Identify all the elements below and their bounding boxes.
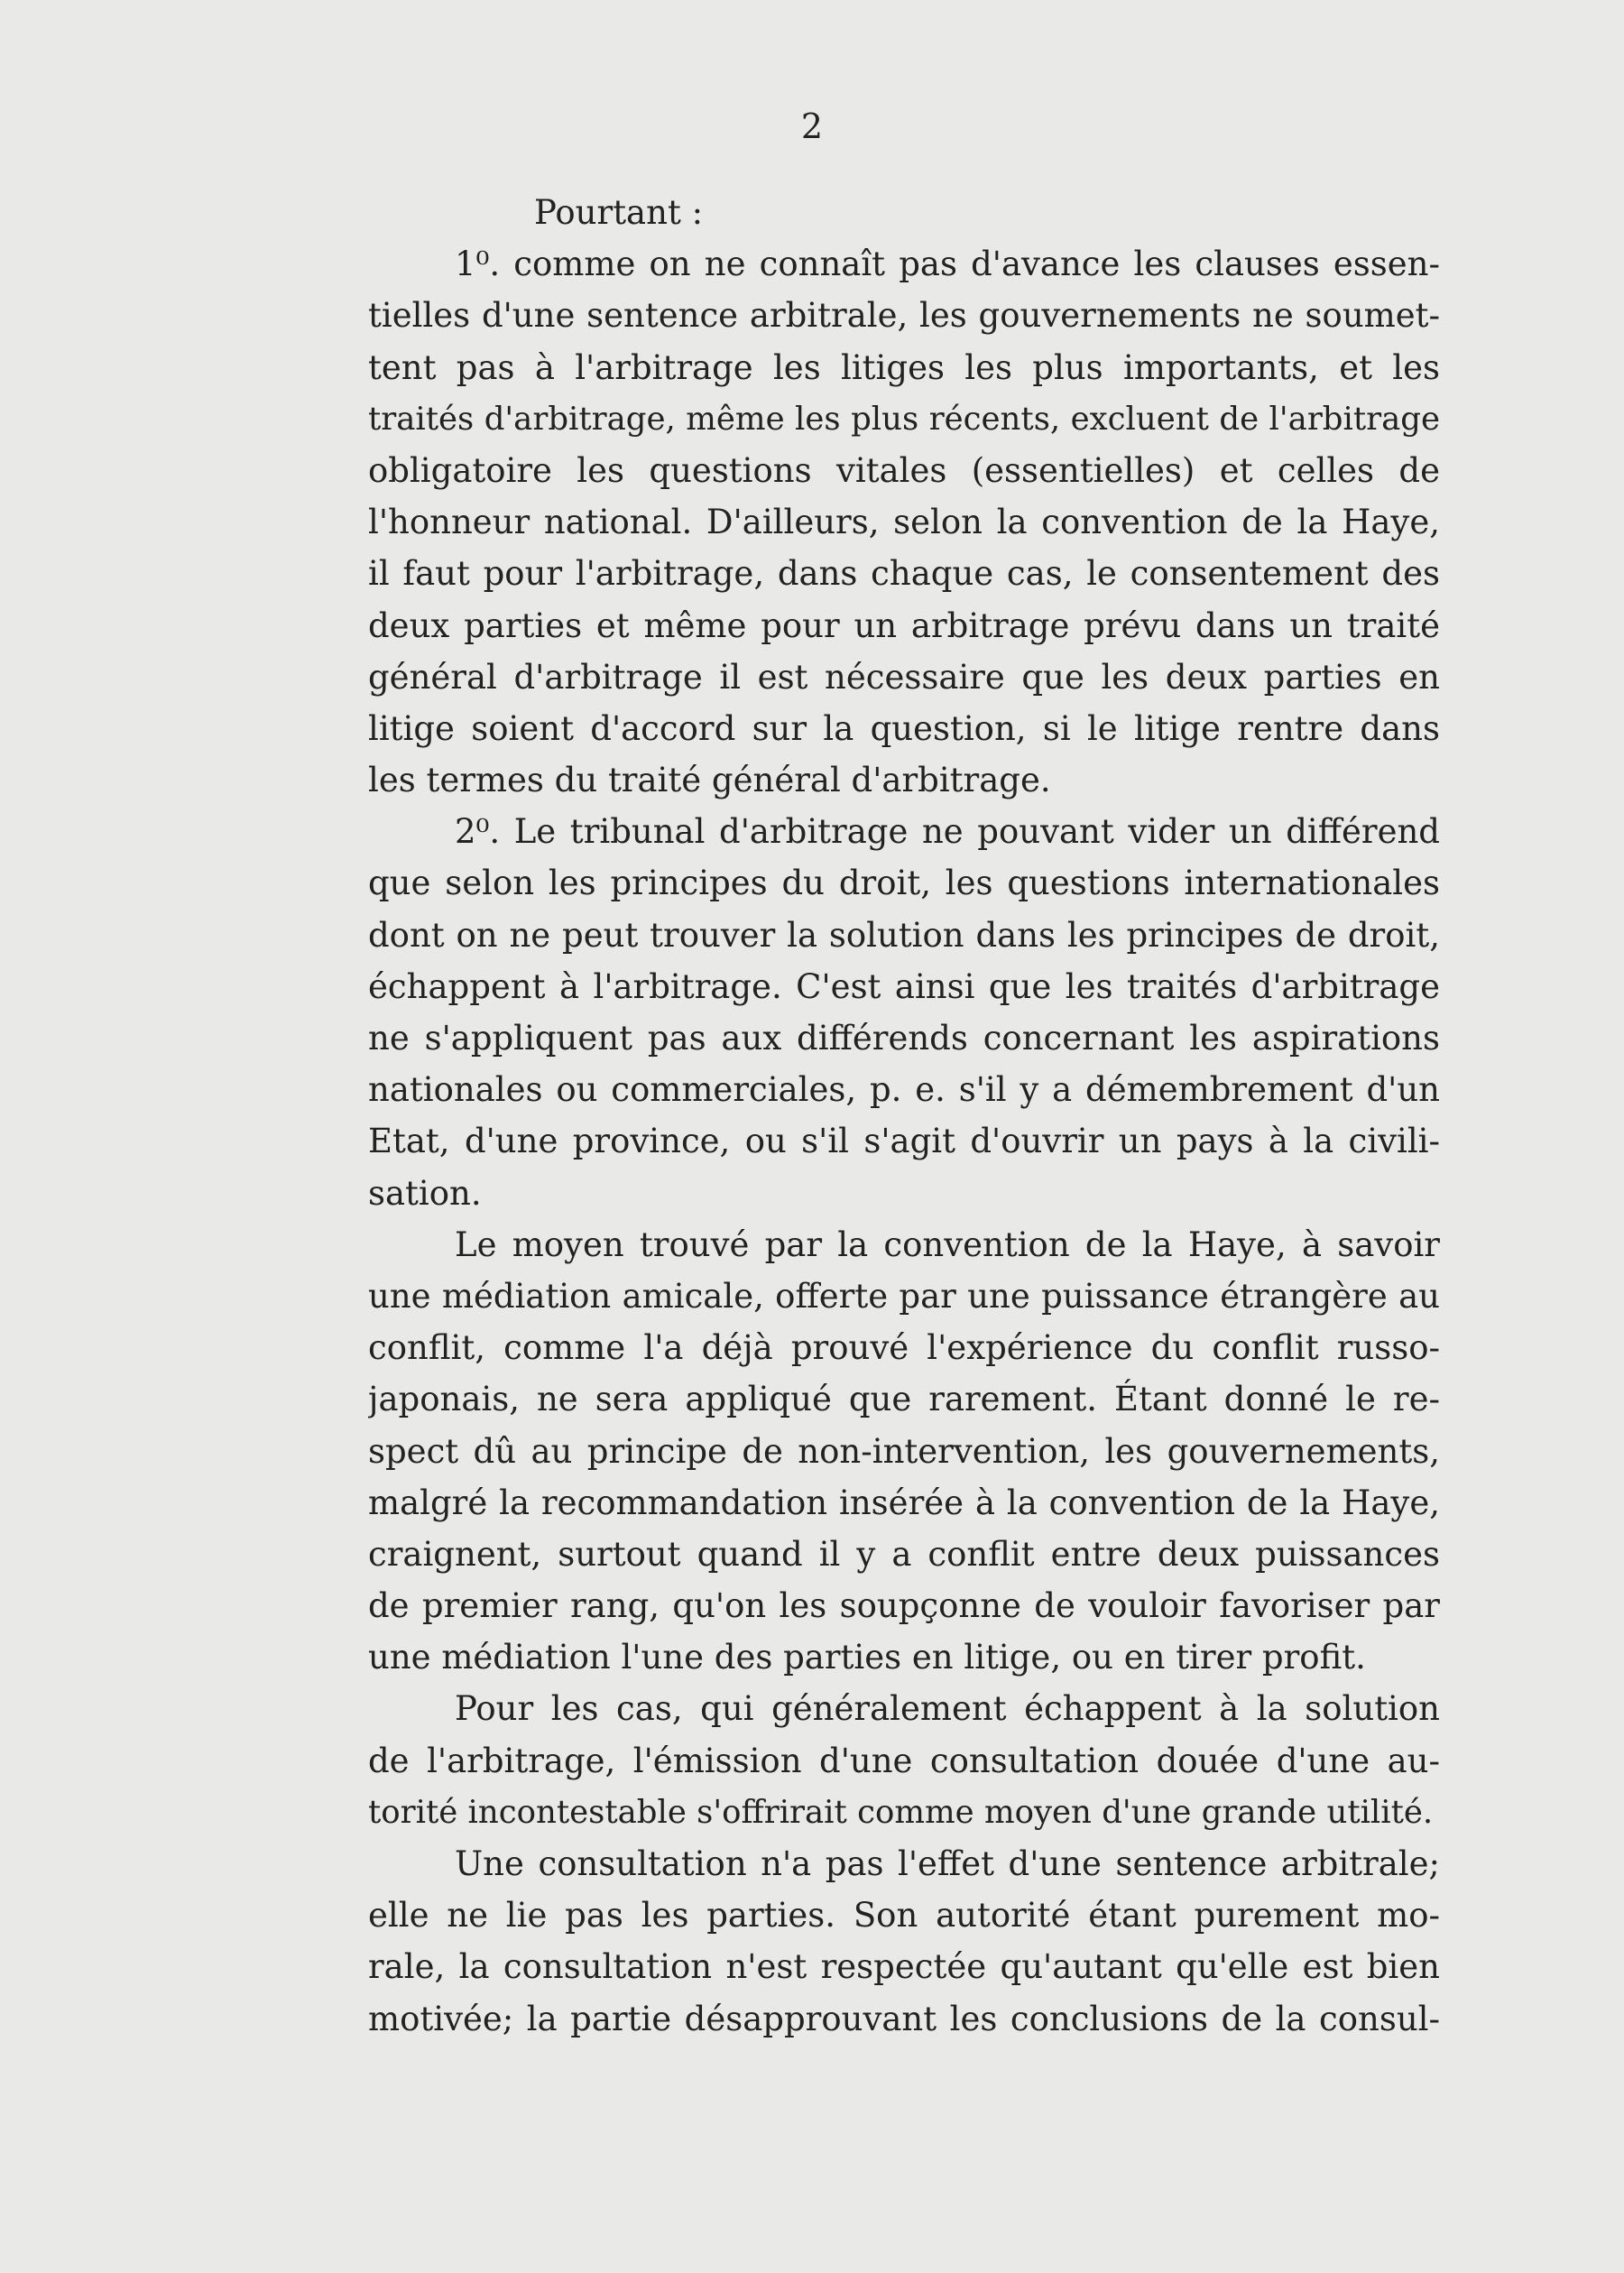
page-number: 2	[800, 106, 824, 146]
text-line: tent pas à l'arbitrage les litiges les plus importants, et les	[368, 347, 1440, 387]
text-line: ne s'appliquent pas aux différends concernant les aspirations	[368, 1019, 1440, 1058]
text-line: Une consultation n'a pas l'effet d'une sentence arbitrale;	[455, 1844, 1440, 1883]
text-line: 1⁰. comme on ne connaît pas d'avance les clauses essen-	[455, 245, 1440, 284]
text-line: conflit, comme l'a déjà prouvé l'expérience du conflit russo-	[368, 1328, 1440, 1368]
text-line: sation.	[368, 1173, 482, 1213]
text-line: général d'arbitrage il est nécessaire que les deux parties en	[368, 657, 1440, 697]
text-line: traités d'arbitrage, même les plus récents, excluent de l'arbitrage	[368, 400, 1440, 438]
text-line: obligatoire les questions vitales (essentielles) et celles de	[368, 450, 1440, 490]
text-line: Pour les cas, qui généralement échappent à la solution	[455, 1689, 1440, 1729]
text-line: une médiation amicale, offerte par une puissance étrangère au	[368, 1276, 1440, 1316]
text-line: Etat, d'une province, ou s'il s'agit d'ouvrir un pays à la civili-	[368, 1122, 1440, 1161]
text-line: 2⁰. Le tribunal d'arbitrage ne pouvant vider un différend	[455, 812, 1440, 852]
text-line: japonais, ne sera appliqué que rarement. Étant donné le re-	[368, 1380, 1440, 1419]
text-line: malgré la recommandation insérée à la convention de la Haye,	[368, 1483, 1440, 1522]
body-text	[368, 187, 1440, 2045]
text-line: que selon les principes du droit, les questions internationales	[368, 864, 1440, 903]
text-line: nationales ou commerciales, p. e. s'il y a démembrement d'un	[368, 1070, 1440, 1110]
text-line: de premier rang, qu'on les soupçonne de vouloir favoriser par	[368, 1586, 1440, 1626]
text-line: rale, la consultation n'est respectée qu'autant qu'elle est bien	[368, 1947, 1440, 1987]
text-line: motivée; la partie désapprouvant les conclusions de la consul-	[368, 1999, 1440, 2038]
text-line: craignent, surtout quand il y a conflit entre deux puissances	[368, 1534, 1440, 1574]
text-line: Pourtant :	[534, 193, 704, 232]
text-line: Le moyen trouvé par la convention de la Haye, à savoir	[455, 1224, 1440, 1264]
text-line: deux parties et même pour un arbitrage prévu dans un traité	[368, 605, 1440, 645]
text-line: une médiation l'une des parties en litige, ou en tirer profit.	[368, 1638, 1366, 1677]
text-line: dont on ne peut trouver la solution dans les principes de droit,	[368, 915, 1440, 955]
text-line: l'honneur national. D'ailleurs, selon la convention de la Haye,	[368, 503, 1440, 542]
text-line: il faut pour l'arbitrage, dans chaque cas, le consentement des	[368, 554, 1440, 594]
text-line: échappent à l'arbitrage. C'est ainsi que les traités d'arbitrage	[368, 966, 1440, 1006]
text-line: elle ne lie pas les parties. Son autorité étant purement mo-	[368, 1896, 1440, 1936]
text-line: de l'arbitrage, l'émission d'une consultation douée d'une au-	[368, 1741, 1440, 1780]
text-line: litige soient d'accord sur la question, si le litige rentre dans	[368, 708, 1440, 748]
text-line: les termes du traité général d'arbitrage.	[368, 761, 1051, 800]
text-line: tielles d'une sentence arbitrale, les gouvernements ne soumet-	[368, 296, 1440, 336]
text-line: torité incontestable s'offrirait comme moyen d'une grande utilité.	[368, 1793, 1434, 1831]
text-line: spect dû au principe de non-intervention, les gouvernements,	[368, 1431, 1440, 1471]
